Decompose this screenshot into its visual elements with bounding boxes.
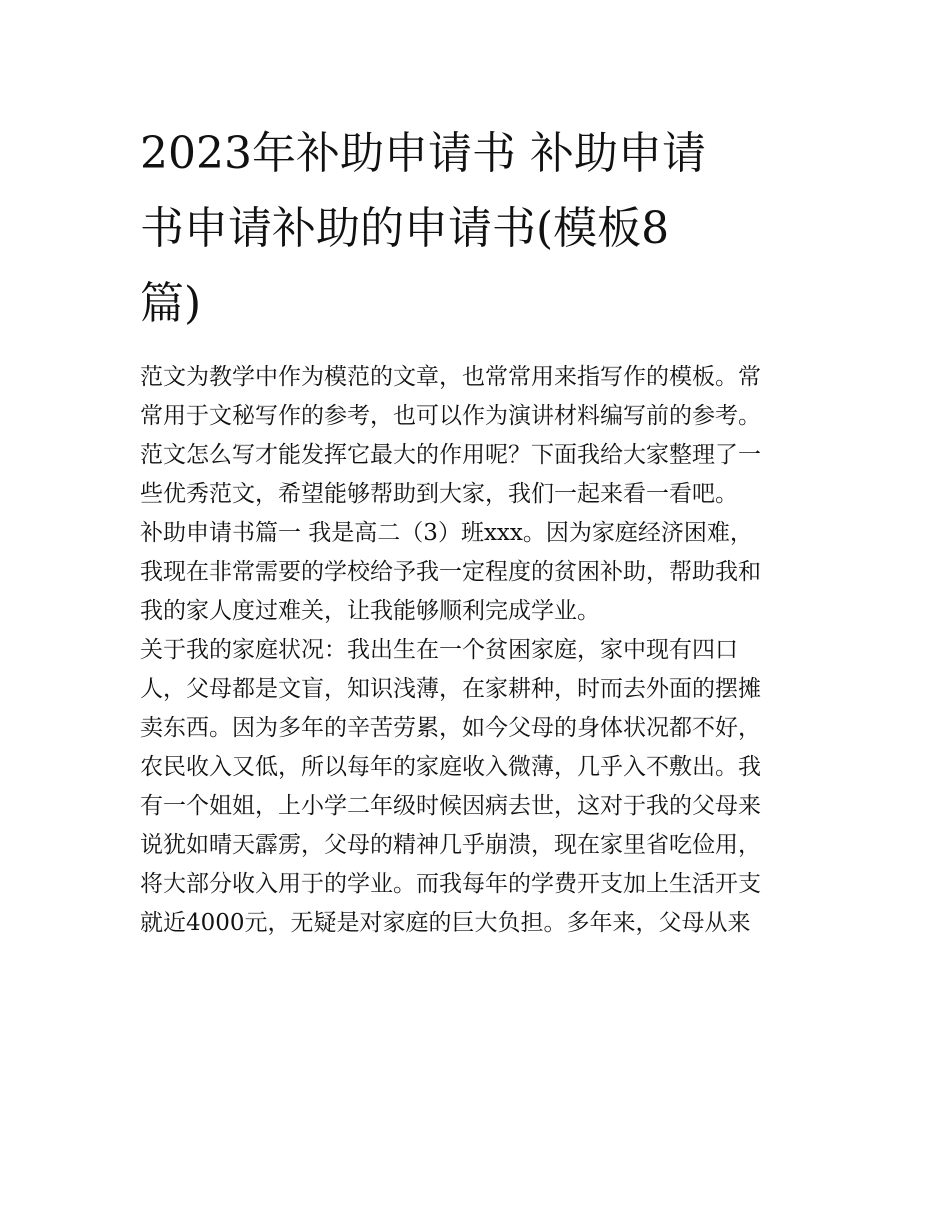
body-line: 范文为教学中作为模范的文章，也常常用来指写作的模板。常	[140, 364, 761, 390]
body-line: 卖东西。因为多年的辛苦劳累，如今父母的身体状况都不好，	[140, 715, 761, 741]
body-line: 我现在非常需要的学校给予我一定程度的贫困补助，帮助我和	[140, 559, 761, 585]
title-line-3: 篇)	[140, 278, 202, 329]
paragraph-family-status	[140, 631, 820, 943]
body-line: 些优秀范文，希望能够帮助到大家，我们一起来看一看吧。	[140, 481, 738, 507]
body-line: 人，父母都是文盲，知识浅薄，在家耕种，时而去外面的摆摊	[140, 676, 761, 702]
body-line: 就近4000元，无疑是对家庭的巨大负担。多年来，父母从来	[140, 910, 751, 936]
body-line: 有一个姐姐，上小学二年级时候因病去世，这对于我的父母来	[140, 793, 761, 819]
paragraph-intro	[140, 358, 820, 514]
document-title	[140, 116, 820, 341]
paragraph-article-one	[140, 514, 820, 631]
document-body	[140, 358, 820, 943]
body-line: 常用于文秘写作的参考，也可以作为演讲材料编写前的参考。	[140, 403, 761, 429]
body-line: 范文怎么写才能发挥它最大的作用呢？下面我给大家整理了一	[140, 442, 761, 468]
body-line: 农民收入又低，所以每年的家庭收入微薄，几乎入不敷出。我	[140, 754, 761, 780]
body-line: 补助申请书篇一 我是高二（3）班xxx。因为家庭经济困难，	[140, 520, 753, 546]
body-line: 我的家人度过难关，让我能够顺利完成学业。	[140, 598, 600, 624]
title-line-1: 2023年补助申请书 补助申请	[140, 128, 706, 179]
body-line: 关于我的家庭状况：我出生在一个贫困家庭，家中现有四口	[140, 637, 738, 663]
title-line-2: 书申请补助的申请书(模板8	[140, 203, 670, 254]
body-line: 说犹如晴天霹雳，父母的精神几乎崩溃，现在家里省吃俭用，	[140, 832, 761, 858]
body-line: 将大部分收入用于的学业。而我每年的学费开支加上生活开支	[140, 871, 761, 897]
